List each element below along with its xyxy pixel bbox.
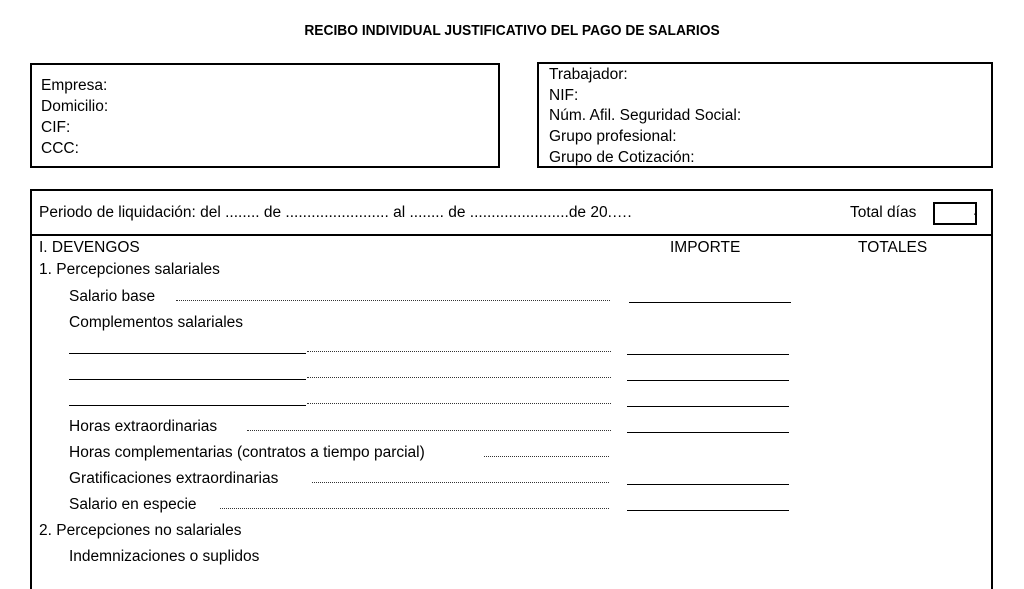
horas-extraordinarias-dots xyxy=(247,430,611,431)
total-dias-field[interactable] xyxy=(933,202,977,225)
company-info-box xyxy=(30,63,500,168)
cif-label: CIF: xyxy=(41,119,71,136)
complementos-salariales-label: Complementos salariales xyxy=(69,314,244,331)
worker-info-box xyxy=(537,62,993,168)
salario-especie-dots xyxy=(220,508,609,509)
grupo-profesional-label: Grupo profesional: xyxy=(549,128,677,145)
percepciones-no-salariales-heading: 2. Percepciones no salariales xyxy=(39,522,242,539)
horas-extraordinarias-label: Horas extraordinarias xyxy=(69,418,218,435)
complemento-1-name-field[interactable] xyxy=(69,353,306,354)
salario-especie-label: Salario en especie xyxy=(69,496,197,513)
num-afil-label: Núm. Afil. Seguridad Social: xyxy=(549,107,742,124)
horas-complementarias-label: Horas complementarias (contratos a tiempo parcial) xyxy=(69,444,425,461)
document-title: RECIBO INDIVIDUAL JUSTIFICATIVO DEL PAGO DE SALARIOS xyxy=(304,22,720,39)
gratificaciones-dots xyxy=(312,482,609,483)
empresa-label: Empresa: xyxy=(41,77,108,94)
importe-header: IMPORTE xyxy=(670,239,741,256)
gratificaciones-label: Gratificaciones extraordinarias xyxy=(69,470,279,487)
gratificaciones-importe-field[interactable] xyxy=(627,484,789,485)
grupo-cotizacion-label: Grupo de Cotización: xyxy=(549,149,695,166)
period-separator xyxy=(32,234,991,236)
totales-header: TOTALES xyxy=(858,239,928,256)
salario-base-label: Salario base xyxy=(69,288,156,305)
complemento-3-dots xyxy=(307,403,611,404)
complemento-2-importe-field[interactable] xyxy=(627,380,789,381)
complemento-2-name-field[interactable] xyxy=(69,379,306,380)
salario-base-importe-field[interactable] xyxy=(629,302,791,303)
total-dias-dot: . xyxy=(973,202,978,219)
total-dias-label: Total días xyxy=(850,204,917,221)
horas-extraordinarias-importe-field[interactable] xyxy=(627,432,789,433)
periodo-liquidacion-label: Periodo de liquidación: del ........ de ........................ al ........ de .......................de 20.…. xyxy=(39,204,632,221)
ccc-label: CCC: xyxy=(41,140,79,157)
salario-base-dots xyxy=(176,300,610,301)
trabajador-label: Trabajador: xyxy=(549,66,628,83)
complemento-1-dots xyxy=(307,351,611,352)
domicilio-label: Domicilio: xyxy=(41,98,109,115)
complemento-2-dots xyxy=(307,377,611,378)
complemento-1-importe-field[interactable] xyxy=(627,354,789,355)
devengos-table xyxy=(30,189,993,589)
salario-especie-importe-field[interactable] xyxy=(627,510,789,511)
percepciones-salariales-heading: 1. Percepciones salariales xyxy=(39,261,220,278)
indemnizaciones-label: Indemnizaciones o suplidos xyxy=(69,548,260,565)
complemento-3-importe-field[interactable] xyxy=(627,406,789,407)
horas-complementarias-dots xyxy=(484,456,609,457)
nif-label: NIF: xyxy=(549,87,579,104)
complemento-3-name-field[interactable] xyxy=(69,405,306,406)
devengos-heading: I. DEVENGOS xyxy=(39,239,140,256)
